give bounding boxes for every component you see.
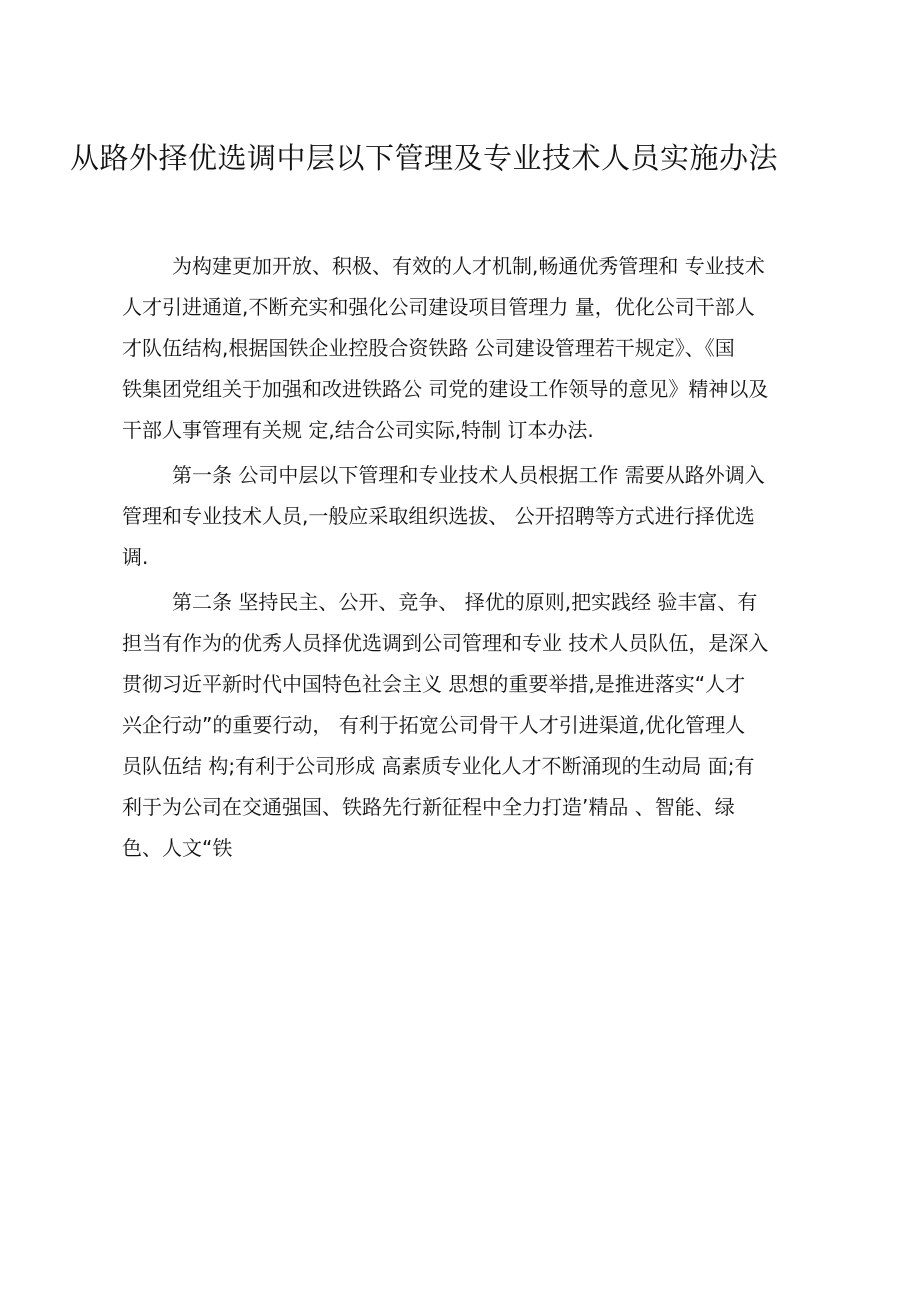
paragraph-preamble bbox=[122, 246, 834, 451]
text-line: 贯彻习近平新时代中国特色社会主义 思想的重要举措,是推进落实“人才 bbox=[122, 672, 746, 696]
paragraph-article-2 bbox=[122, 582, 834, 869]
text-line: 调. bbox=[122, 545, 149, 569]
text-line: 员队伍结 构;有利于公司形成 高素质专业化人才不断涌现的生动局 面;有 bbox=[122, 754, 755, 778]
text-line: 第一条 公司中层以下管理和专业技术人员根据工作 需要从路外调入 bbox=[172, 463, 765, 487]
text-line: 色、人文“铁 bbox=[122, 836, 233, 860]
text-line: 干部人事管理有关规 定,结合公司实际,特制 订本办法. bbox=[122, 418, 594, 442]
text-line: 才队伍结构,根据国铁企业控股合资铁路 公司建设管理若干规定》、《国 bbox=[122, 336, 735, 360]
text-line: 铁集团党组关于加强和改进铁路公 司党的建设工作领导的意见》精神以及 bbox=[122, 377, 769, 401]
paragraph-article-1 bbox=[122, 455, 834, 578]
text-line: 为构建更加开放、积极、有效的人才机制,畅通优秀管理和 专业技术 bbox=[172, 254, 765, 278]
text-line: 担当有作为的优秀人员择优选调到公司管理和专业 技术人员队伍，是深入 bbox=[122, 631, 769, 655]
document-title: 从路外择优选调中层以下管理及专业技术人员实施办法 bbox=[70, 141, 779, 175]
text-line: 第二条 坚持民主、公开、竞争、 择优的原则,把实践经 验丰富、有 bbox=[172, 590, 758, 614]
text-line: 兴企行动”的重要行动， 有利于拓宽公司骨干人才引进渠道,优化管理人 bbox=[122, 713, 746, 737]
document-body bbox=[122, 246, 834, 873]
text-line: 人才引进通道,不断充实和强化公司建设项目管理力 量，优化公司干部人 bbox=[122, 295, 755, 319]
text-line: 管理和专业技术人员,一般应采取组织选拔、 公开招聘等方式进行择优选 bbox=[122, 504, 755, 528]
text-line: 利于为公司在交通强国、铁路先行新征程中全力打造’精品 、智能、绿 bbox=[122, 795, 735, 819]
